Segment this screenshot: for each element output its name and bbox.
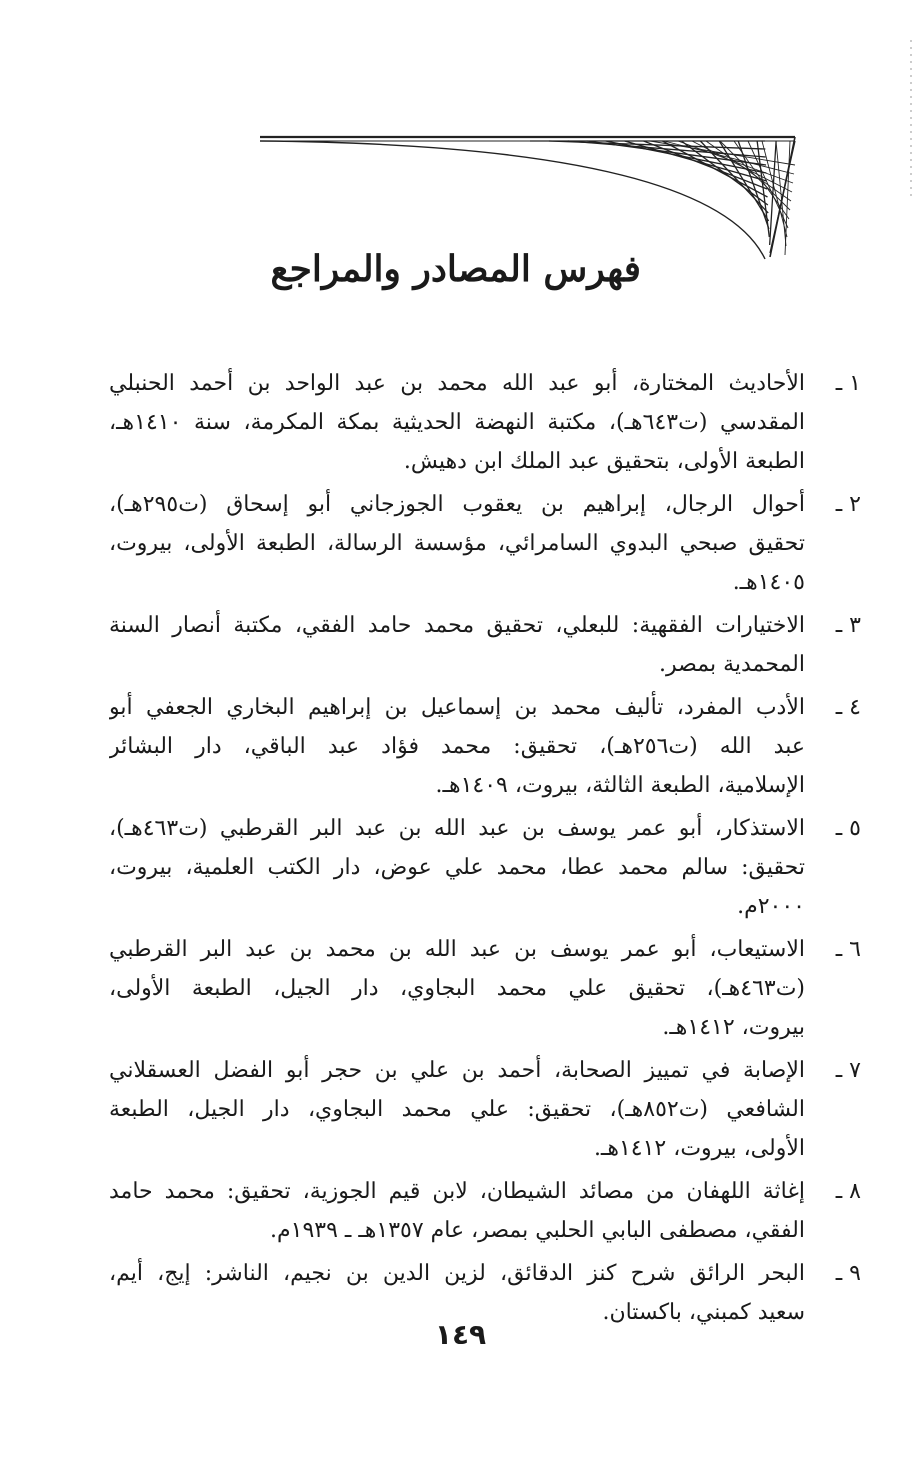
reference-text bbox=[109, 364, 805, 481]
reference-line: الطبعة الأولى، بتحقيق عبد الملك ابن دهيش. bbox=[403, 449, 805, 474]
reference-text bbox=[109, 930, 805, 1047]
reference-number: ٨ ـ bbox=[835, 1179, 861, 1204]
reference-item bbox=[109, 485, 861, 602]
reference-item bbox=[109, 809, 861, 926]
reference-line: الأدب المفرد، تأليف محمد بن إسماعيل بن إبراهيم البخاري الجعفي أبو bbox=[109, 695, 805, 720]
reference-line: تحقيق صبحي البدوي السامرائي، مؤسسة الرسالة، الطبعة الأولى، بيروت، bbox=[109, 531, 805, 556]
reference-number: ٧ ـ bbox=[835, 1058, 861, 1083]
reference-number: ٤ ـ bbox=[835, 695, 861, 720]
reference-item bbox=[109, 688, 861, 805]
reference-line: سعيد كمبني، باكستان. bbox=[602, 1300, 805, 1325]
reference-line: (ت٤٦٣هـ)، تحقيق علي محمد البجاوي، دار الجيل، الطبعة الأولى، bbox=[109, 976, 805, 1001]
reference-text bbox=[109, 485, 805, 602]
reference-line: الاختيارات الفقهية: للبعلي، تحقيق محمد حامد الفقي، مكتبة أنصار السنة bbox=[109, 613, 805, 638]
page-number: ١٤٩ bbox=[434, 1318, 487, 1351]
reference-line: ١٤٠٥هـ. bbox=[732, 570, 805, 595]
reference-line: الإصابة في تمييز الصحابة، أحمد بن علي بن حجر أبو الفضل العسقلاني bbox=[109, 1058, 805, 1083]
reference-line: الاستذكار، أبو عمر يوسف بن عبد الله بن عبد البر القرطبي (ت٤٦٣هـ)، bbox=[109, 816, 805, 841]
reference-text bbox=[109, 1172, 805, 1250]
reference-item bbox=[109, 1172, 861, 1250]
reference-line: أحوال الرجال، إبراهيم بن يعقوب الجوزجاني أبو إسحاق (ت٢٩٥هـ)، bbox=[109, 492, 805, 517]
reference-line: البحر الرائق شرح كنز الدقائق، لزين الدين بن نجيم، الناشر: إيج، أيم، bbox=[109, 1261, 805, 1286]
reference-line: عبد الله (ت٢٥٦هـ)، تحقيق: محمد فؤاد عبد الباقي، دار البشائر bbox=[109, 734, 805, 759]
reference-text bbox=[109, 809, 805, 926]
reference-line: الشافعي (ت٨٥٢هـ)، تحقيق: علي محمد البجاوي، دار الجيل، الطبعة bbox=[109, 1097, 805, 1122]
reference-line: بيروت، ١٤١٢هـ. bbox=[662, 1015, 805, 1040]
reference-text bbox=[109, 606, 805, 684]
reference-line: الفقي، مصطفى البابي الحلبي بمصر، عام ١٣٥٧هـ ـ ١٩٣٩م. bbox=[270, 1218, 805, 1243]
reference-line: الإسلامية، الطبعة الثالثة، بيروت، ١٤٠٩هـ. bbox=[435, 773, 805, 798]
page-title: فهرس المصادر والمراجع bbox=[270, 248, 641, 290]
reference-item bbox=[109, 606, 861, 684]
reference-number: ٣ ـ bbox=[835, 613, 861, 638]
reference-text bbox=[109, 688, 805, 805]
reference-line: ٢٠٠٠م. bbox=[737, 894, 805, 919]
reference-item bbox=[109, 1051, 861, 1168]
header-ornament bbox=[250, 125, 810, 265]
reference-number: ٢ ـ bbox=[835, 492, 861, 517]
reference-number: ٥ ـ bbox=[835, 816, 861, 841]
margin-mark bbox=[905, 40, 915, 200]
reference-item bbox=[109, 364, 861, 481]
reference-number: ٦ ـ bbox=[835, 937, 861, 962]
reference-line: الأحاديث المختارة، أبو عبد الله محمد بن عبد الواحد بن أحمد الحنبلي bbox=[109, 371, 805, 396]
reference-line: تحقيق: سالم محمد عطا، محمد علي عوض، دار الكتب العلمية، بيروت، bbox=[109, 855, 805, 880]
references-list bbox=[109, 364, 861, 1336]
reference-item bbox=[109, 930, 861, 1047]
reference-number: ٩ ـ bbox=[835, 1261, 861, 1286]
reference-text bbox=[109, 1051, 805, 1168]
reference-line: الأولى، بيروت، ١٤١٢هـ. bbox=[593, 1136, 805, 1161]
reference-line: المحمدية بمصر. bbox=[659, 652, 805, 677]
reference-line: الاستيعاب، أبو عمر يوسف بن عبد الله بن محمد بن عبد البر القرطبي bbox=[109, 937, 805, 962]
reference-number: ١ ـ bbox=[835, 371, 861, 396]
reference-line: المقدسي (ت٦٤٣هـ)، مكتبة النهضة الحديثية بمكة المكرمة، سنة ١٤١٠هـ، bbox=[109, 410, 805, 435]
reference-line: إغاثة اللهفان من مصائد الشيطان، لابن قيم الجوزية، تحقيق: محمد حامد bbox=[109, 1179, 805, 1204]
